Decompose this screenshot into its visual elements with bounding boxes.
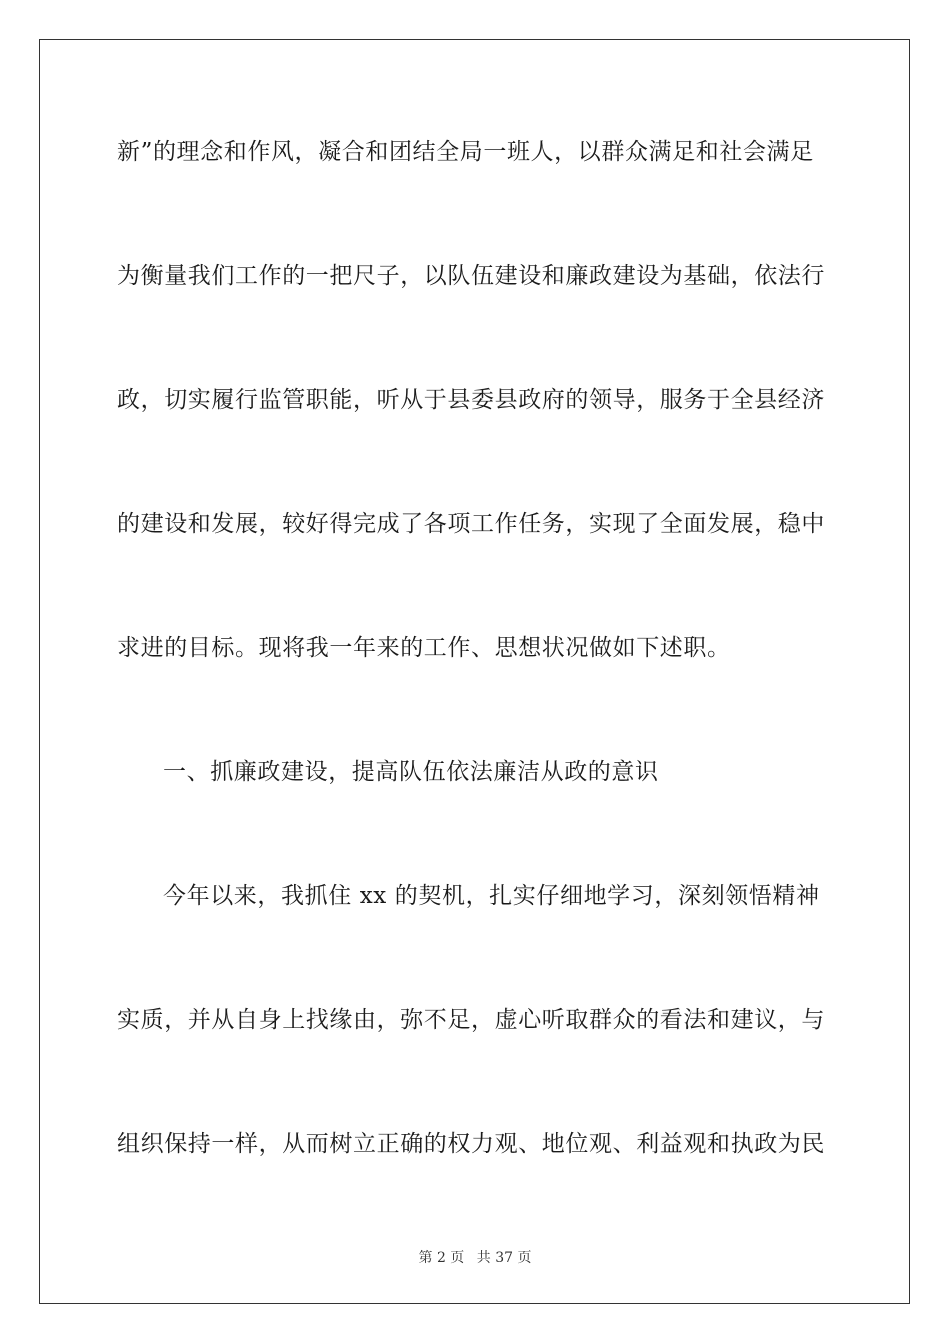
page-border — [39, 39, 910, 1304]
body-text-line: 政，切实履行监管职能，听从于县委县政府的领导，服务于全县经济 — [117, 387, 825, 413]
body-text-line: 为衡量我们工作的一把尺子，以队伍建设和廉政建设为基础，依法行 — [117, 263, 825, 289]
page-footer — [0, 1247, 950, 1267]
body-text-line: 新”的理念和作风，凝合和团结全局一班人，以群众满足和社会满足 — [117, 139, 814, 165]
body-text-line: 求进的目标。现将我一年来的工作、思想状况做如下述职。 — [117, 635, 731, 661]
body-text-line: 实质，并从自身上找缘由，弥不足，虚心听取群众的看法和建议，与 — [117, 1007, 825, 1033]
body-text-line: 组织保持一样，从而树立正确的权力观、地位观、利益观和执政为民 — [117, 1131, 825, 1157]
body-text-line: 的建设和发展，较好得完成了各项工作任务，实现了全面发展，稳中 — [117, 511, 825, 537]
page-total: 共 37 页 — [476, 1250, 532, 1266]
section-heading: 一、抓廉政建设，提高队伍依法廉洁从政的意识 — [163, 759, 659, 785]
page-number: 第 2 页 — [418, 1250, 465, 1266]
body-text-line: 今年以来，我抓住 xx 的契机，扎实仔细地学习，深刻领悟精神 — [163, 883, 820, 909]
